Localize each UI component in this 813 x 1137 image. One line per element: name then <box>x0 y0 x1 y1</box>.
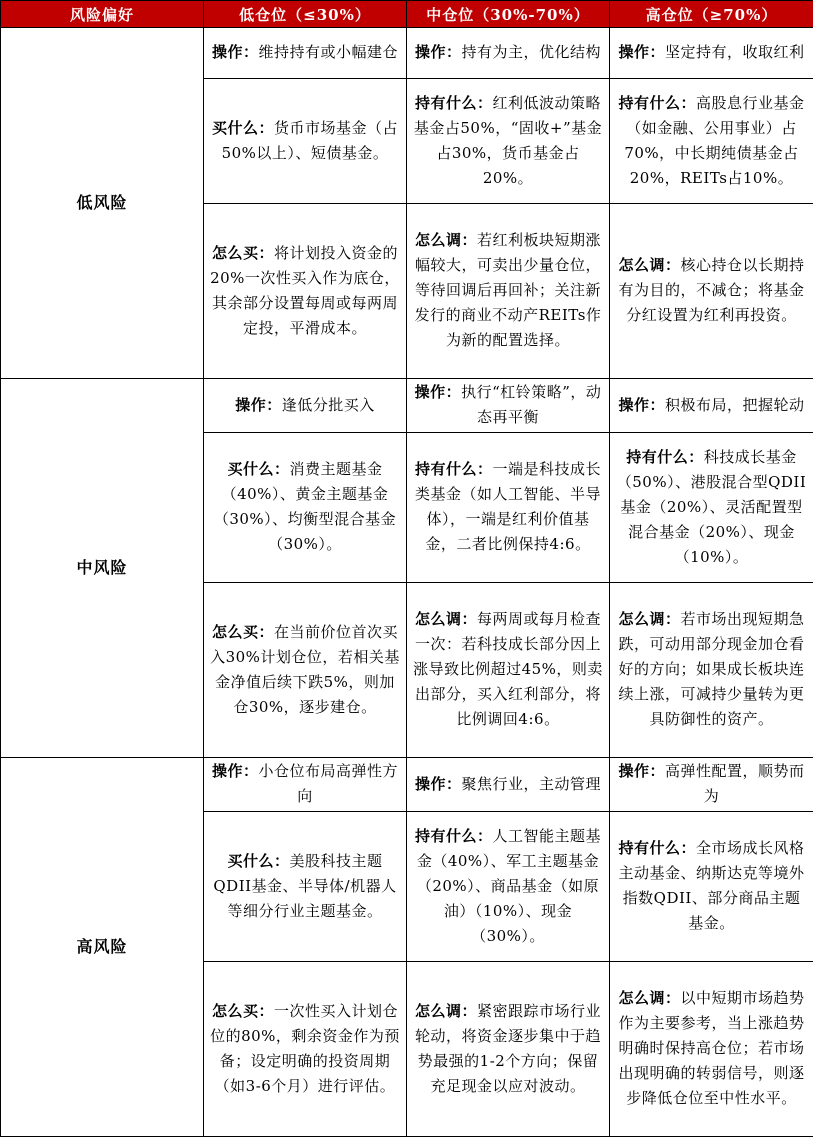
cell-text: 在当前价位首次买入30%计划仓位，若相关基金净值后续下跌5%，则加仓30%，逐步建仓。 <box>210 623 400 716</box>
cell-operation <box>610 379 813 433</box>
cell-what <box>610 433 813 583</box>
cell-text: 积极布局，把握轮动 <box>665 396 805 414</box>
cell-label: 持有什么： <box>415 460 493 478</box>
cell-text: 将计划投入资金的20%一次性买入作为底仓，其余部分设置每周或每两周定投，平滑成本。 <box>210 244 400 337</box>
cell-operation <box>407 758 610 812</box>
cell-text: 人工智能主题基金（40%）、军工主题基金（20%）、商品基金（如原油）（10%）、现金（30%）。 <box>417 827 601 945</box>
cell-label: 持有什么： <box>618 839 696 857</box>
cell-text: 货币市场基金（占50%以上）、短债基金。 <box>222 119 398 162</box>
cell-label: 持有什么： <box>626 448 704 466</box>
cell-what <box>407 79 610 204</box>
table-row <box>1 28 813 79</box>
cell-text: 坚定持有，收取红利 <box>665 43 805 61</box>
cell-text: 执行“杠铃策略”，动态再平衡 <box>461 383 601 426</box>
cell-operation <box>204 758 407 812</box>
cell-what <box>407 812 610 962</box>
cell-text: 一端是科技成长类基金（如人工智能、半导体），一端是红利价值基金，二者比例保持4:6。 <box>415 460 601 553</box>
table-row <box>1 379 813 433</box>
cell-text: 科技成长基金（50%）、港股混合型QDII基金（20%）、灵活配置型混合基金（20%）、现金（10%）。 <box>617 448 807 566</box>
cell-label: 怎么调： <box>618 989 680 1007</box>
header-high-position: 高仓位（≥70%） <box>610 1 813 28</box>
cell-operation <box>204 28 407 79</box>
cell-label: 操作： <box>212 762 259 780</box>
risk-level-low: 低风险 <box>1 28 204 379</box>
cell-text: 消费主题基金（40%）、黄金主题基金（30%）、均衡型混合基金（30%）。 <box>214 460 396 553</box>
cell-how <box>610 962 813 1137</box>
cell-label: 操作： <box>415 775 462 793</box>
cell-label: 怎么调： <box>618 610 680 628</box>
cell-label: 怎么调： <box>415 610 477 628</box>
cell-text: 每两周或每月检查一次：若科技成长部分因上涨导致比例超过45%，则卖出部分，买入红利部分，将比例调回4:6。 <box>413 610 603 728</box>
cell-operation <box>407 379 610 433</box>
cell-label: 持有什么： <box>415 94 493 112</box>
cell-what <box>204 812 407 962</box>
cell-text: 一次性买入计划仓位的80%，剩余资金作为预备；设定明确的投资周期（如3-6个月）进行评估。 <box>210 1002 400 1095</box>
cell-label: 买什么： <box>227 460 289 478</box>
cell-text: 高弹性配置，顺势而为 <box>665 762 805 805</box>
cell-label: 操作： <box>618 43 665 61</box>
header-risk-preference: 风险偏好 <box>1 1 204 28</box>
cell-text: 紧密跟踪市场行业轮动，将资金逐步集中于趋势最强的1-2个方向；保留充足现金以应对波动。 <box>415 1002 601 1095</box>
cell-label: 操作： <box>618 396 665 414</box>
risk-level-high: 高风险 <box>1 758 204 1137</box>
cell-how <box>204 583 407 758</box>
cell-text: 逢低分批买入 <box>282 396 375 414</box>
cell-how <box>204 204 407 379</box>
cell-text: 高股息行业基金（如金融、公用事业）占70%，中长期纯债基金占20%，REITs占10%。 <box>624 94 804 187</box>
cell-text: 全市场成长风格主动基金、纳斯达克等境外指数QDII、部分商品主题基金。 <box>618 839 804 932</box>
cell-label: 操作： <box>618 762 665 780</box>
cell-text: 若市场出现短期急跌，可动用部分现金加仓看好的方向；如果成长板块连续上涨，可减持少量转为更具防御性的资产。 <box>618 610 804 728</box>
risk-level-mid: 中风险 <box>1 379 204 758</box>
header-low-position: 低仓位（≤30%） <box>204 1 407 28</box>
cell-how <box>204 962 407 1137</box>
cell-operation <box>204 379 407 433</box>
cell-how <box>407 962 610 1137</box>
cell-label: 操作： <box>415 383 462 401</box>
cell-what <box>610 812 813 962</box>
cell-operation <box>610 28 813 79</box>
cell-text: 美股科技主题QDII基金、半导体/机器人等细分行业主题基金。 <box>213 852 396 920</box>
cell-text: 核心持仓以长期持有为目的，不减仓；将基金分红设置为红利再投资。 <box>618 256 804 324</box>
cell-label: 买什么： <box>212 119 274 137</box>
cell-what <box>204 433 407 583</box>
cell-label: 怎么调： <box>415 1002 477 1020</box>
cell-label: 怎么调： <box>618 256 680 274</box>
cell-what <box>610 79 813 204</box>
cell-label: 持有什么： <box>618 94 696 112</box>
cell-label: 怎么调： <box>415 231 477 249</box>
cell-how <box>407 204 610 379</box>
cell-label: 买什么： <box>227 852 289 870</box>
header-row <box>1 1 813 28</box>
cell-label: 怎么买： <box>212 623 274 641</box>
cell-text: 若红利板块短期涨幅较大，可卖出少量仓位，等待回调后再回补；关注新发行的商业不动产REITs作为新的配置选择。 <box>415 231 602 349</box>
cell-label: 操作： <box>212 43 259 61</box>
header-mid-position: 中仓位（30%-70%） <box>407 1 610 28</box>
cell-operation <box>610 758 813 812</box>
cell-label: 操作： <box>235 396 282 414</box>
cell-text: 以中短期市场趋势作为主要参考，当上涨趋势明确时保持高仓位；若市场出现明确的转弱信号，则逐步降低仓位至中性水平。 <box>618 989 804 1107</box>
cell-label: 持有什么： <box>415 827 493 845</box>
cell-how <box>610 204 813 379</box>
cell-how <box>610 583 813 758</box>
cell-how <box>407 583 610 758</box>
cell-what <box>204 79 407 204</box>
cell-text: 小仓位布局高弹性方向 <box>259 762 399 805</box>
cell-text: 聚焦行业，主动管理 <box>462 775 602 793</box>
cell-what <box>407 433 610 583</box>
table-row <box>1 758 813 812</box>
cell-text: 红利低波动策略基金占50%，“固收+”基金占30%，货币基金占20%。 <box>414 94 602 187</box>
cell-label: 怎么买： <box>212 1002 274 1020</box>
cell-label: 操作： <box>415 43 462 61</box>
cell-text: 维持持有或小幅建仓 <box>259 43 399 61</box>
cell-label: 怎么买： <box>212 244 274 262</box>
cell-operation <box>407 28 610 79</box>
cell-text: 持有为主，优化结构 <box>462 43 602 61</box>
